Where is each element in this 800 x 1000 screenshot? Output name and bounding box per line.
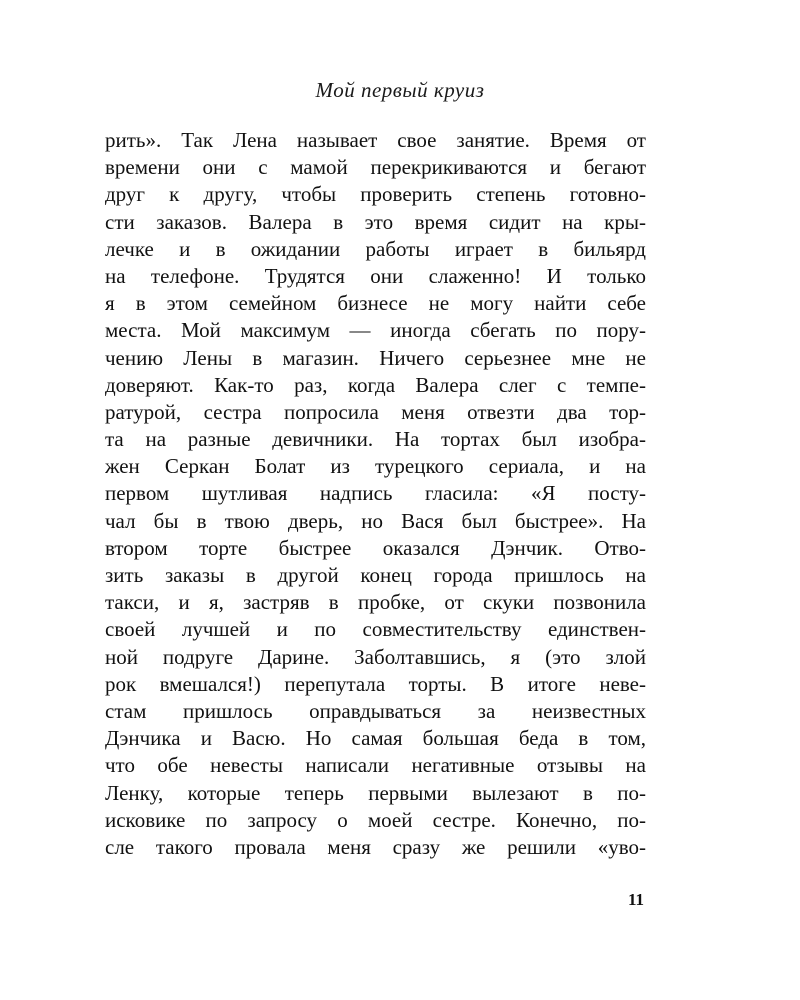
text-line: Ленку, которые теперь первыми вылезают в по- xyxy=(105,780,646,805)
page-number: 11 xyxy=(627,890,644,909)
text-line: втором торте быстрее оказался Дэнчик. Отво- xyxy=(105,535,646,560)
text-line: исковике по запросу о моей сестре. Конечно, по- xyxy=(105,807,646,832)
text-line: Дэнчика и Васю. Но самая большая беда в том, xyxy=(105,726,646,751)
text-line: та на разные девичники. На тортах был изобра- xyxy=(105,427,646,452)
text-line: что обе невесты написали негативные отзывы на xyxy=(105,753,646,778)
text-line: жен Серкан Болат из турецкого сериала, и на xyxy=(105,454,646,479)
text-line: друг к другу, чтобы проверить степень готовно- xyxy=(105,182,646,207)
text-line: стам пришлось оправдываться за неизвестных xyxy=(105,698,646,723)
text-line: рить». Так Лена называет свое занятие. Время от xyxy=(105,128,646,152)
text-line: рок вмешался!) перепутала торты. В итоге неве- xyxy=(105,671,646,696)
text-line: чению Лены в магазин. Ничего серьезнее мне не xyxy=(105,345,646,370)
text-line: доверяют. Как-то раз, когда Валера слег с темпе- xyxy=(105,372,646,397)
text-line: чал бы в твою дверь, но Вася был быстрее». На xyxy=(105,508,646,533)
running-header: Мой первый круиз xyxy=(315,78,485,102)
text-line: первом шутливая надпись гласила: «Я посту- xyxy=(105,481,646,506)
text-line: зить заказы в другой конец города пришлось на xyxy=(105,563,646,587)
text-line: ной подруге Дарине. Заболтавшись, я (это злой xyxy=(105,644,646,669)
text-line: сти заказов. Валера в это время сидит на кры- xyxy=(105,209,646,234)
text-line: сле такого провала меня сразу же решили «уво- xyxy=(105,834,646,859)
text-line: на телефоне. Трудятся они слаженно! И только xyxy=(105,263,646,288)
text-line: такси, и я, застряв в пробке, от скуки позвонила xyxy=(105,590,646,615)
text-line: времени они с мамой перекрикиваются и бегают xyxy=(105,155,646,180)
text-line: своей лучшей и по совместительству единствен- xyxy=(105,617,646,642)
body-text xyxy=(105,127,646,861)
text-line: я в этом семейном бизнесе не могу найти себе xyxy=(105,291,646,316)
text-line: места. Мой максимум — иногда сбегать по пору- xyxy=(105,318,646,343)
text-line: ратурой, сестра попросила меня отвезти два тор- xyxy=(105,399,646,424)
text-line: лечке и в ожидании работы играет в бильярд xyxy=(105,236,646,261)
